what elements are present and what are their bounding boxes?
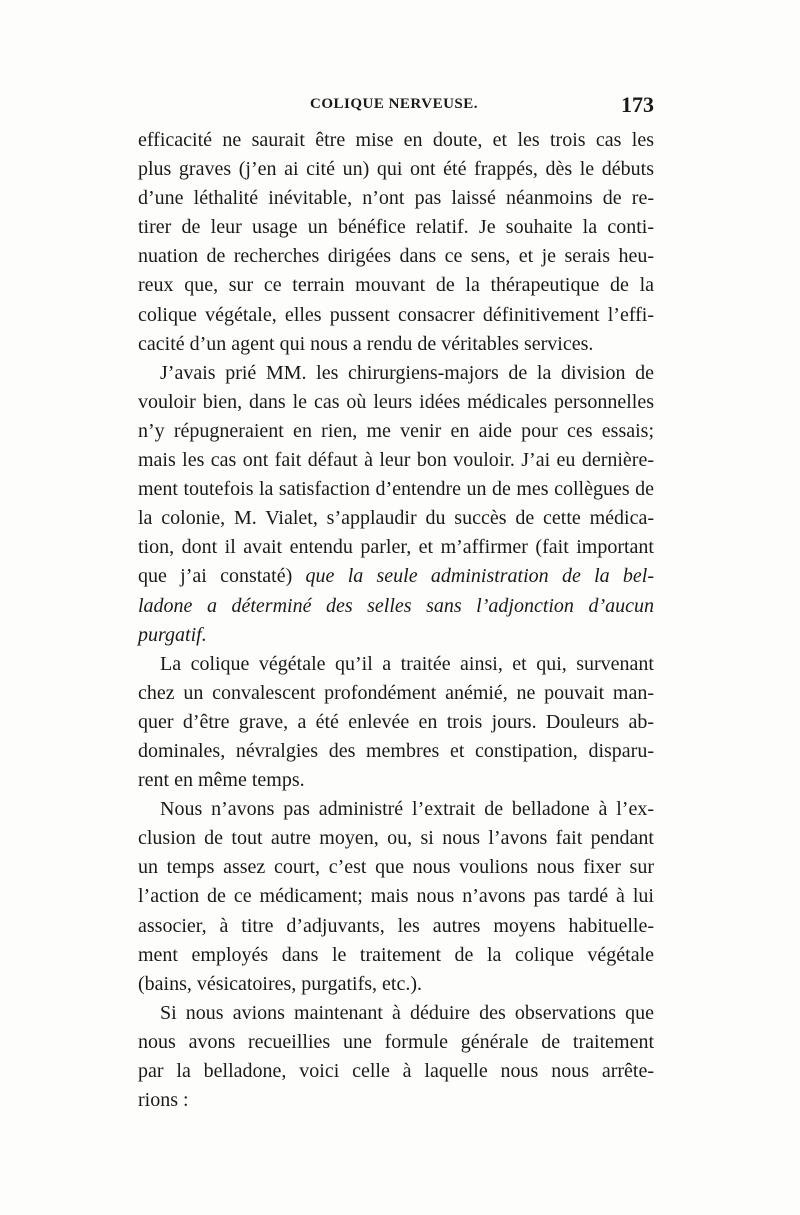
text-line: la colonie, M. Vialet, s’applaudir du succès de cette médica- (138, 507, 654, 530)
text-segment: que j’ai constaté) (138, 565, 293, 588)
text-line: ment toutefois la satisfaction d’entendre un de mes collègues de (138, 478, 654, 501)
text-line: rent en même temps. (138, 769, 305, 792)
text-line: La colique végétale qu’il a traitée ainsi, et qui, survenant (160, 652, 654, 675)
text-line: tirer de leur usage un bénéfice relatif. Je souhaite la conti- (138, 216, 654, 239)
running-head: COLIQUE NERVEUSE. (310, 96, 479, 112)
text-line (138, 621, 654, 650)
text-line: clusion de tout autre moyen, ou, si nous l’avons fait pendant (138, 827, 654, 850)
text-line: tion, dont il avait entendu parler, et m’affirmer (fait important (138, 536, 654, 559)
text-line: colique végétale, elles pussent consacrer définitivement l’effi- (138, 303, 654, 326)
italic-text: ladone a déterminé des selles sans l’adjonction d’aucun (138, 594, 654, 617)
text-line: rions : (138, 1089, 189, 1112)
text-line: quer d’être grave, a été enlevée en trois jours. Douleurs ab- (138, 710, 654, 733)
italic-text: que la seule administration de la bel- (305, 565, 655, 588)
text-line: mais les cas ont fait défaut à leur bon vouloir. J’ai eu dernière- (138, 449, 654, 472)
text-line: nous avons recueillies une formule générale de traitement (138, 1030, 654, 1053)
text-line: nuation de recherches dirigées dans ce sens, et je serais heu- (138, 245, 654, 268)
text-line: associer, à titre d’adjuvants, les autres moyens habituelle- (138, 914, 654, 937)
text-line: efficacité ne saurait être mise en doute, et les trois cas les (138, 129, 654, 151)
page-header (138, 92, 654, 124)
page-number: 173 (621, 92, 654, 117)
text-line: d’une léthalité inévitable, n’ont pas laissé néanmoins de re- (138, 187, 654, 210)
text-line (138, 562, 654, 591)
text-line: J’avais prié MM. les chirurgiens-majors de la division de (160, 361, 654, 384)
text-line: (bains, vésicatoires, purgatifs, etc.). (138, 972, 422, 995)
body-text (138, 126, 654, 1115)
text-line: n’y répugneraient en rien, me venir en aide pour ces essais; (138, 419, 654, 442)
text-line: un temps assez court, c’est que nous voulions nous fixer sur (138, 856, 654, 879)
italic-text: purgatif. (138, 623, 207, 646)
text-line: par la belladone, voici celle à laquelle nous nous arrête- (138, 1060, 654, 1082)
text-line: l’action de ce médicament; mais nous n’avons pas tardé à lui (138, 885, 654, 908)
text-line: cacité d’un agent qui nous a rendu de véritables services. (138, 332, 594, 355)
text-line: Si nous avions maintenant à déduire des observations que (160, 1001, 654, 1024)
text-line: ment employés dans le traitement de la colique végétale (138, 943, 654, 966)
text-line: Nous n’avons pas administré l’extrait de belladone à l’ex- (160, 798, 654, 821)
text-line: dominales, névralgies des membres et constipation, disparu- (138, 739, 654, 762)
text-line: chez un convalescent profondément anémié, ne pouvait man- (138, 681, 654, 704)
text-line (138, 592, 654, 621)
text-line: vouloir bien, dans le cas où leurs idées médicales personnelles (138, 390, 654, 413)
text-line: plus graves (j’en ai cité un) qui ont été frappés, dès le débuts (138, 158, 654, 181)
text-line: reux que, sur ce terrain mouvant de la thérapeutique de la (138, 274, 654, 297)
